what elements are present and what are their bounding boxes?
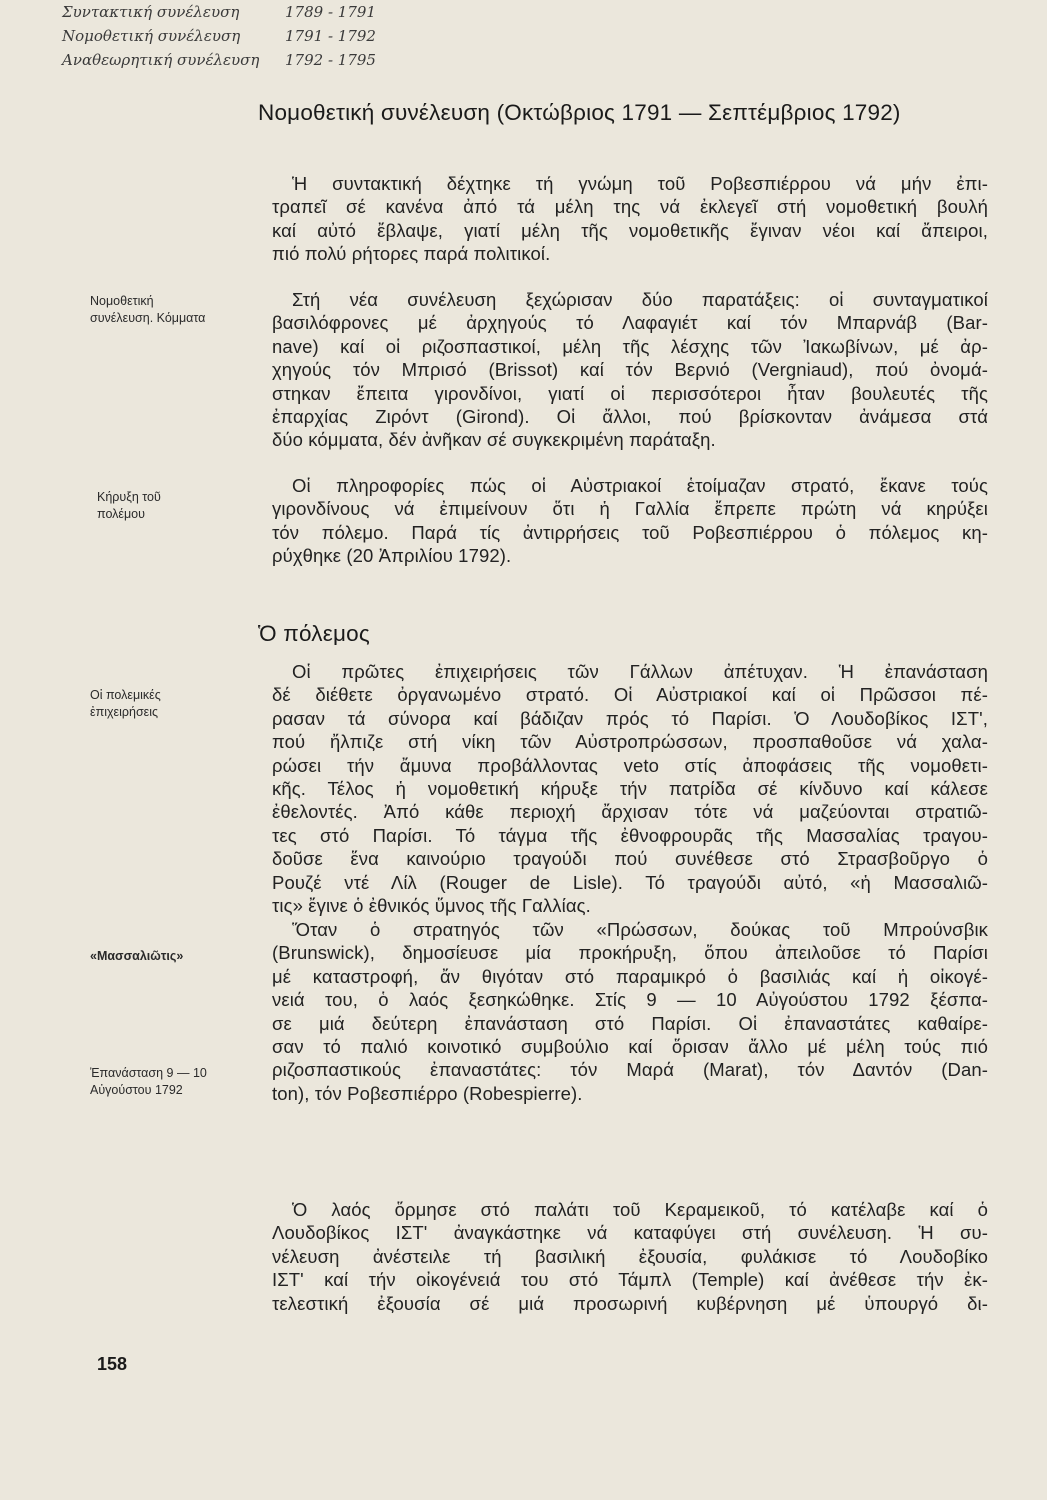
handwritten-note-dates: 1792 - 1795 <box>285 51 376 69</box>
text-line: σε μιά δεύτερη ἐπανάσταση στό Παρίσι. Οἱ ἐπαναστάτες καθαίρε- <box>272 1012 988 1034</box>
text-line: βασιλόφρονες μέ ἀρχηγούς τό Λαφαγιέτ καί τόν Μπαρνάβ (Bar- <box>272 312 988 334</box>
margin-note-line: Νομοθετική <box>90 294 154 308</box>
text-line: κῆς. Τέλος ἡ νομοθετική κήρυξε τήν πατρίδα σέ κίνδυνο καί κάλεσε <box>272 778 988 800</box>
text-line: πού ἤλπιζε στή νίκη τῶν Αὐστροπρώσσων, προσπαθοῦσε νά χαλα- <box>272 731 988 753</box>
text-line: τελεστική ἐξουσία σέ μιά προσωρινή κυβέρνηση μέ ὑπουργό δι- <box>272 1292 988 1314</box>
margin-note-line: συνέλευση. Κόμματα <box>90 311 206 325</box>
text-line: ρώσει τήν ἄμυνα προβάλλοντας veto στίς ἀποφάσεις τῆς νομοθετι- <box>272 754 988 776</box>
text-line: σαν τό παλιό κοινοτικό συμβούλιο καί ὅρισαν ἄλλο μέ μέλη τούς πιό <box>272 1036 988 1058</box>
page-number: 158 <box>97 1354 128 1374</box>
text-line: νέλευση ἀνέστειλε τή βασιλική ἐξουσία, φυλάκισε τό Λουδοβίκο <box>272 1245 988 1267</box>
margin-note-line: ἐπιχειρήσεις <box>90 705 159 719</box>
text-line: ἐπαρχίας Ζιρόντ (Girond). Οἱ ἄλλοι, πού βρίσκονταν ἀνάμεσα στά <box>272 406 988 428</box>
margin-note-line: Ἐπανάσταση 9 — 10 <box>90 1066 207 1080</box>
margin-note-marseillaise <box>90 948 183 965</box>
handwritten-note-label: Νομοθετική συνέλευση <box>62 27 241 45</box>
margin-note-parties <box>90 293 205 327</box>
section-title-war: Ὁ πόλεμος <box>258 621 370 646</box>
section-title-legislative-assembly: Νομοθετική συνέλευση (Οκτώβριος 1791 — Σεπτέμβριος 1792) <box>258 100 901 125</box>
text-line: Οἱ πληροφορίες πώς οἱ Αὐστριακοί ἑτοίμαζαν στρατό, ἔκανε τούς <box>292 475 988 496</box>
paragraph <box>272 288 988 452</box>
margin-note-line: Αὐγούστου 1792 <box>90 1083 183 1097</box>
text-line: καί αὐτό ἔβλαψε, γιατί μέλη τῆς νομοθετικῆς ἔγιναν νέοι καί ἄπειροι, <box>272 219 988 241</box>
text-line: Στή νέα συνέλευση ξεχώρισαν δύο παρατάξεις: οἱ συνταγματικοί <box>292 289 988 310</box>
text-line: (Brunswick), δημοσίευσε μία προκήρυξη, ὅπου ἀπειλοῦσε τό Παρίσι <box>272 942 988 964</box>
margin-note-military-operations <box>90 687 161 721</box>
text-line: γιρονδίνους νά ἐπιμείνουν ὅτι ἡ Γαλλία ἔπρεπε πρώτη νά κηρύξει <box>272 498 988 520</box>
handwritten-note-dates: 1789 - 1791 <box>285 3 376 21</box>
text-line: Ρουζέ ντέ Λίλ (Rouger de Lisle). Τό τραγούδι αὐτό, «ἡ Μασσαλιῶ- <box>272 871 988 893</box>
text-line: ρύχθηκε (20 Ἀπριλίου 1792). <box>272 545 512 567</box>
text-line: Ὁ λαός ὅρμησε στό παλάτι τοῦ Κεραμεικοῦ, τό κατέλαβε καί ὁ <box>292 1199 988 1220</box>
text-line: πιό πολύ ρήτορες παρά πολιτικοί. <box>272 243 551 265</box>
handwritten-note <box>62 0 482 24</box>
text-line: στηκαν ἔπειτα γιρονδίνοι, γιατί οἱ περισσότεροι ἦταν βουλευτές τῆς <box>272 382 988 404</box>
paragraph <box>272 1198 988 1315</box>
text-line: ριζοσπαστικούς ἐπαναστάτες: τόν Μαρά (Marat), τόν Δαντόν (Dan- <box>272 1059 988 1081</box>
text-line: ton), τόν Ροβεσπιέρρο (Robespierre). <box>272 1082 583 1104</box>
paragraph <box>272 474 988 568</box>
text-line: νειά του, ὁ λαός ξεσηκώθηκε. Στίς 9 — 10 Αὐγούστου 1792 ξέσπα- <box>272 989 988 1011</box>
text-line: τραπεῖ σέ κανένα ἀπό τά μέλη της νά ἐκλεγεῖ στή νομοθετική βουλή <box>272 196 988 218</box>
text-line: δύο κόμματα, δέν ἀνῆκαν σέ συγκεκριμένη παράταξη. <box>272 429 716 451</box>
margin-note-line: «Μασσαλιῶτις» <box>90 949 184 963</box>
paragraph <box>272 172 988 266</box>
text-line: ΙΣΤ' καί τήν οἰκογένειά του στό Τάμπλ (Temple) καί ἀνέθεσε τήν ἐκ- <box>272 1269 988 1291</box>
text-line: ἐθελοντές. Ἀπό κάθε περιοχή ἄρχισαν τότε νά μαζεύονται στρατιῶ- <box>272 801 988 823</box>
margin-note-august-revolution <box>90 1065 207 1099</box>
handwritten-notes <box>62 0 482 72</box>
text-line: μέ καταστροφή, ἄν θιγόταν στό παραμικρό ὁ βασιλιάς καί ἡ οἰκογέ- <box>272 965 988 987</box>
text-line: δέ διέθετε ὀργανωμένο στρατό. Οἱ Αὐστριακοί καί οἱ Πρῶσσοι πέ- <box>272 684 988 706</box>
margin-note-war-declaration <box>97 489 161 523</box>
margin-note-line: Οἱ πολεμικές <box>90 688 161 702</box>
text-line: χηγούς τόν Μπρισό (Brissot) καί τόν Βερνιό (Vergniaud), πού ὀνομά- <box>272 359 988 381</box>
text-line: Ἡ συντακτική δέχτηκε τή γνώμη τοῦ Ροβεσπιέρρου νά μήν ἐπι- <box>292 173 988 194</box>
paragraph <box>272 660 988 917</box>
handwritten-note-dates: 1791 - 1792 <box>285 27 376 45</box>
paragraph <box>272 918 988 1105</box>
margin-note-line: πολέμου <box>97 507 145 521</box>
text-line: δοῦσε ἕνα καινούριο τραγούδι πού συνέθεσε στό Στρασβοῦργο ὁ <box>272 848 988 870</box>
text-line: τις» ἔγινε ὁ ἐθνικός ὕμνος τῆς Γαλλίας. <box>272 895 591 917</box>
text-line: ρασαν τά σύνορα καί βάδιζαν πρός τό Παρίσι. Ὁ Λουδοβίκος ΙΣΤ', <box>272 707 988 729</box>
text-line: Οἱ πρῶτες ἐπιχειρήσεις τῶν Γάλλων ἀπέτυχαν. Ἡ ἐπανάσταση <box>292 661 988 682</box>
handwritten-note <box>62 24 482 48</box>
text-line: τόν πόλεμο. Παρά τίς ἀντιρρήσεις τοῦ Ροβεσπιέρρου ὁ πόλεμος κη- <box>272 521 988 543</box>
text-line: Λουδοβίκος ΙΣΤ' ἀναγκάστηκε νά καταφύγει στή συνέλευση. Ἡ συ- <box>272 1222 988 1244</box>
text-line: nave) καί οἱ ριζοσπαστικοί, μέλη τῆς λέσχης τῶν Ἰακωβίνων, μέ ἀρ- <box>272 335 988 357</box>
handwritten-note <box>62 48 482 72</box>
handwritten-note-label: Συντακτική συνέλευση <box>62 3 240 21</box>
text-line: τες στό Παρίσι. Τό τάγμα τῆς ἐθνοφρουρᾶς τῆς Μασσαλίας τραγου- <box>272 824 988 846</box>
handwritten-note-label: Αναθεωρητική συνέλευση <box>62 51 260 69</box>
margin-note-line: Κήρυξη τοῦ <box>97 490 161 504</box>
text-line: Ὅταν ὁ στρατηγός τῶν «Πρώσσων, δούκας τοῦ Μπρούνσβικ <box>292 919 988 940</box>
